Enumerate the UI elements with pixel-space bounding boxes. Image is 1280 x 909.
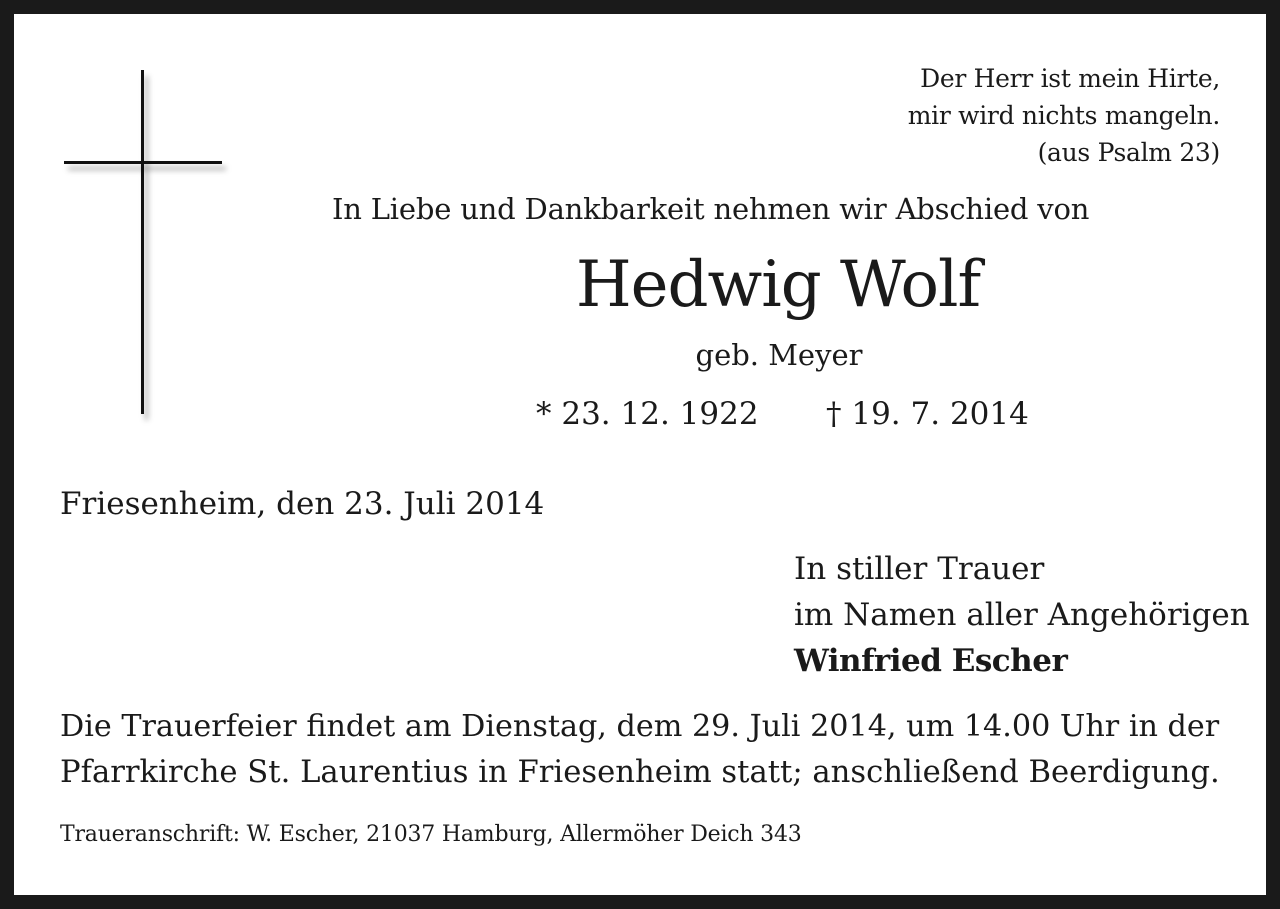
place-and-date: Friesenheim, den 23. Juli 2014 (60, 486, 545, 522)
obituary-card (14, 14, 1266, 895)
ceremony-line-2: Pfarrkirche St. Laurentius in Friesenheim statt; anschließend Beerdigung. (60, 755, 1220, 790)
psalm-source: (aus Psalm 23) (1037, 138, 1220, 167)
deceased-name: Hedwig Wolf (575, 248, 981, 322)
death-date: † 19. 7. 2014 (826, 396, 1029, 432)
cross-icon (64, 70, 224, 416)
mourners-block (794, 546, 1250, 684)
ceremony-line-1: Die Trauerfeier findet am Dienstag, dem 29. Juli 2014, um 14.00 Uhr in der (60, 709, 1220, 744)
ceremony-notice (60, 704, 1220, 796)
mourners-line-2: im Namen aller Angehörigen (794, 597, 1250, 633)
cross-horizontal-beam (64, 161, 222, 164)
cross-vertical-beam (141, 70, 144, 414)
psalm-line-2: mir wird nichts mangeln. (907, 101, 1220, 130)
intro-text: In Liebe und Dankbarkeit nehmen wir Abschied von (332, 192, 1090, 226)
mourning-address: Traueranschrift: W. Escher, 21037 Hamburg, Allermöher Deich 343 (60, 822, 802, 847)
birth-date: * 23. 12. 1922 (536, 396, 759, 432)
psalm-quote (908, 60, 1220, 171)
mourners-line-1: In stiller Trauer (794, 551, 1045, 587)
signer-name: Winfried Escher (794, 643, 1068, 679)
psalm-line-1: Der Herr ist mein Hirte, (920, 64, 1220, 93)
maiden-name: geb. Meyer (695, 338, 863, 372)
